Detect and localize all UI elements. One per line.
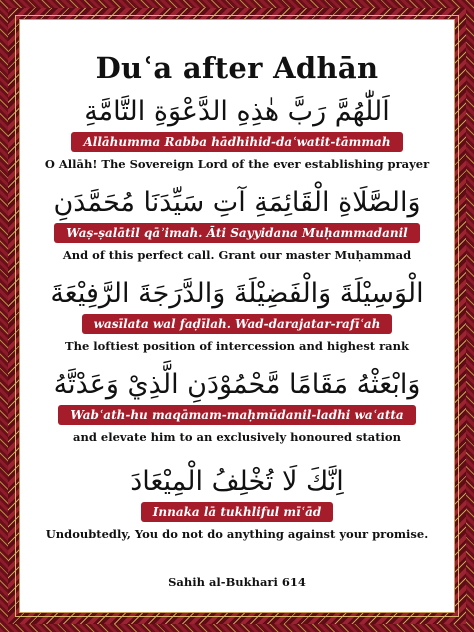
translation-text: The loftiest position of intercession and highest rank — [65, 339, 409, 353]
translation-text: O Allāh! The Sovereign Lord of the ever establishing prayer — [44, 157, 430, 171]
arabic-text: اَللّٰهُمَّ رَبَّ هٰذِهِ الدَّعْوَةِ التَّامَّةِ — [84, 96, 390, 127]
arabic-text: وَالصَّلَاةِ الْقَائِمَةِ آتِ سَيِّدَنَا مُحَمَّدَنِ — [53, 187, 421, 218]
source-reference: Sahih al-Bukhari 614 — [168, 575, 306, 589]
transliteration-label: Allāhumma Rabba hādhihid-daʿwatit-tāmmah — [71, 132, 402, 152]
content-panel — [19, 19, 455, 613]
verse-4 — [19, 368, 455, 445]
translation-text: and elevate him to an exclusively honoured station — [73, 430, 401, 444]
transliteration-label: Wabʿath-hu maqāmam-maḥmūdanil-ladhi waʿatta — [58, 405, 415, 425]
arabic-text: اِنَّكَ لَا تُخْلِفُ الْمِيْعَادَ — [130, 466, 344, 497]
arabic-text: وَابْعَثْهُ مَقَامًا مَّحْمُوْدَنِ الَّذِيْ وَعَدْتَّهُ — [53, 369, 421, 400]
page-title: Duʿa after Adhān — [95, 51, 379, 85]
transliteration-label: wasīlata wal faḍīlah. Wad-darajatar-rafīʿah — [82, 314, 393, 334]
verse-3 — [19, 277, 455, 354]
translation-text: And of this perfect call. Grant our master Muḥammad — [62, 248, 412, 262]
verse-2 — [19, 186, 455, 263]
transliteration-label: Innaka lā tukhliful mīʿād — [141, 502, 333, 522]
verse-5 — [19, 465, 455, 542]
translation-text: Undoubtedly, You do not do anything against your promise. — [45, 527, 429, 541]
verse-1 — [19, 95, 455, 172]
arabic-text: الْوَسِيْلَةَ وَالْفَضِيْلَةَ وَالدَّرَجَةَ الرَّفِيْعَةَ — [50, 278, 424, 309]
transliteration-label: Waṣ-ṣalātil qāʾimah. Āti Sayyidana Muḥammadanil — [54, 223, 419, 243]
